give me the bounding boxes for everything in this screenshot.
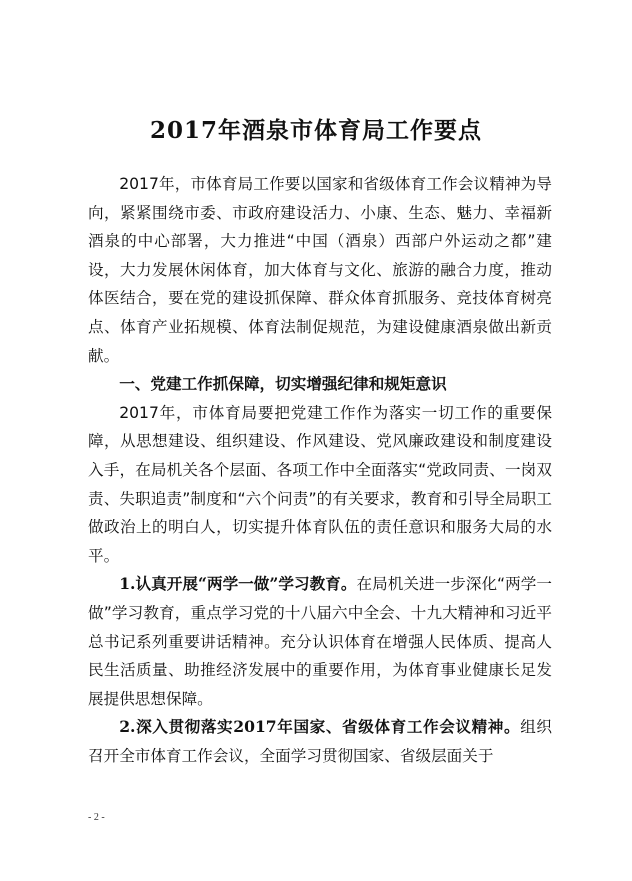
intro-paragraph: 2017年，市体育局工作要以国家和省级体育工作会议精神为导向，紧紧围绕市委、市政府建设活力、小康、生态、魅力、幸福新酒泉的中心部署，大力推进“中国（酒泉）西部户外运动之都”建设，大力发展休闲体育，加大体育与文化、旅游的融合力度，推动体医结合，要在党的建设抓保障、群众体育抓服务、竞技体育树亮点、体育产业拓规模、体育法制促规范，为建设健康酒泉做出新贡献。 [88, 175, 552, 365]
page-number: - 2 - [88, 812, 105, 823]
item-2-text: 组织召开全市体育工作会议，全面学习贯彻国家、省级层面关于 [88, 718, 552, 765]
item-1-text: 在局机关进一步深化“两学一做”学习教育，重点学习党的十八届六中全会、十九大精神和习近平总书记系列重要讲话精神。充分认识体育在增强人民体质、提高人民生活质量、助推经济发展中的重要作用，为体育事业健康长足发展提供思想保障。 [88, 575, 552, 708]
item-1-paragraph [88, 570, 552, 713]
section-1-heading: 一、党建工作抓保障，切实增强纪律和规矩意识 [119, 375, 447, 394]
item-1-lead: 1.认真开展“两学一做”学习教育。 [119, 574, 357, 594]
section-1-paragraph: 2017年，市体育局要把党建工作作为落实一切工作的重要保障，从思想建设、组织建设、作风建设、党风廉政建设和制度建设入手，在局机关各个层面、各项工作中全面落实“党政同责、一岗双责、失职追责”制度和“六个问责”的有关要求，教育和引导全局职工做政治上的明白人，切实提升体育队伍的责任意识和服务大局的水平。 [88, 403, 552, 565]
document-body [88, 170, 552, 770]
item-2-paragraph [88, 713, 552, 770]
item-2-lead: 2.深入贯彻落实2017年国家、省级体育工作会议精神。 [119, 717, 521, 737]
document-title: 2017年酒泉市体育局工作要点 [149, 117, 482, 144]
